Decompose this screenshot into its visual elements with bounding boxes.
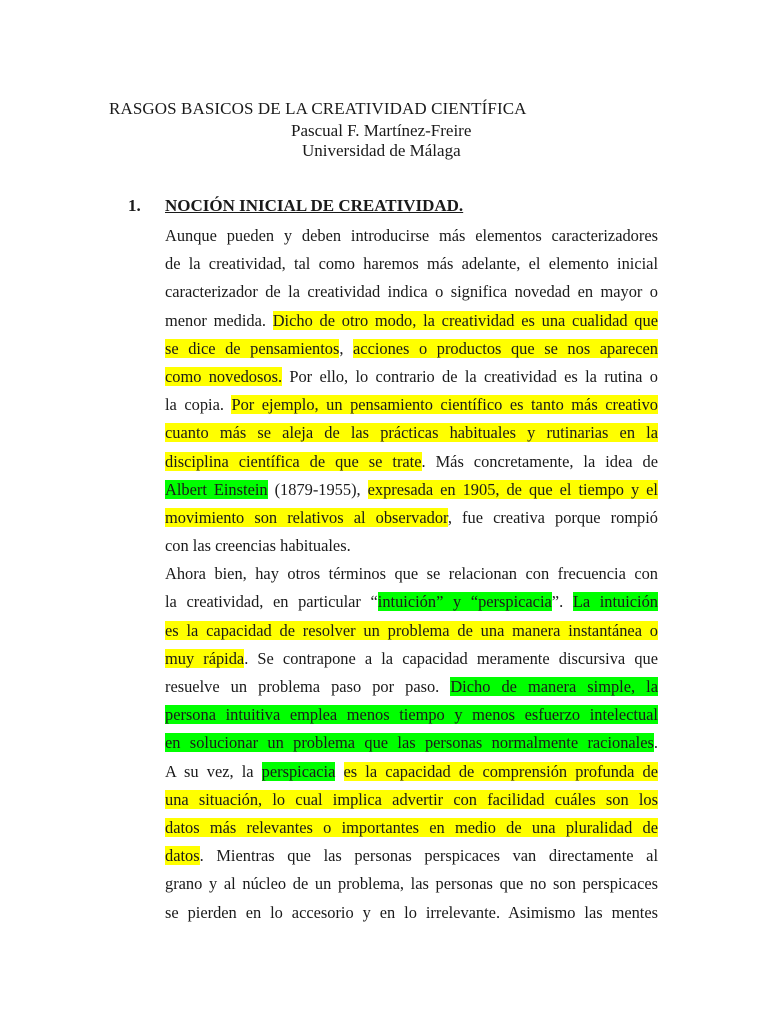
- text-run: caracterizador de la creatividad indica o significa novedad en mayor o: [165, 282, 658, 302]
- highlight-yellow: una situación, lo cual implica advertir con facilidad cuáles son los: [165, 789, 658, 809]
- body-line: [165, 617, 658, 645]
- body-line: [165, 307, 658, 335]
- highlight-yellow: muy rápida: [165, 648, 245, 668]
- highlight-green: en solucionar un problema que las personas normalmente racionales: [165, 733, 654, 753]
- body-line: [165, 448, 658, 476]
- body-line: [165, 504, 658, 532]
- text-run: se pierden en lo accesorio y en lo irrelevante. Asimismo las mentes: [165, 902, 658, 922]
- text-run: (1879-1955),: [267, 479, 368, 499]
- text-run: con las creencias habituales.: [165, 536, 351, 556]
- highlight-yellow: como novedosos.: [165, 366, 283, 386]
- highlight-yellow: movimiento son relativos al observador: [165, 507, 448, 527]
- text-run: ,: [339, 338, 354, 358]
- text-run: Ahora bien, hay otros términos que se relacionan con frecuencia con: [165, 564, 658, 584]
- text-run: de la creatividad, tal como haremos más adelante, el elemento inicial: [165, 254, 658, 274]
- body-line: [165, 814, 658, 842]
- body-line: [165, 419, 658, 447]
- highlight-green: persona intuitiva emplea menos tiempo y menos esfuerzo intelectual: [165, 705, 658, 725]
- text-run: . Más concretamente, la idea de: [421, 451, 658, 471]
- highlight-green: intuición” y “perspicacia: [377, 592, 552, 612]
- body-line: [165, 588, 658, 616]
- body-line: [165, 532, 658, 560]
- text-run: [335, 762, 343, 781]
- text-run: . Mientras que las personas perspicaces van directamente al: [199, 846, 658, 866]
- body-line: [165, 476, 658, 504]
- text-run: la copia.: [165, 395, 232, 415]
- author-affiliation: Universidad de Málaga: [302, 141, 461, 160]
- text-run: resuelve un problema paso por paso.: [165, 677, 451, 696]
- body-line: [165, 758, 658, 786]
- highlight-yellow: es la capacidad de comprensión profunda de: [343, 761, 658, 781]
- body-line: [165, 645, 658, 673]
- highlight-yellow: expresada en 1905, de que el tiempo y el: [367, 479, 658, 499]
- highlight-yellow: se dice de pensamientos: [165, 338, 340, 358]
- highlight-yellow: Dicho de otro modo, la creatividad es una cualidad que: [272, 310, 658, 330]
- body-line: [165, 673, 658, 701]
- highlight-yellow: disciplina científica de que se trate: [165, 451, 422, 471]
- body-line: [165, 870, 658, 898]
- body-line: [165, 786, 658, 814]
- text-run: ”.: [551, 592, 573, 612]
- section-title: NOCIÓN INICIAL DE CREATIVIDAD.: [165, 196, 464, 215]
- highlight-yellow: acciones o productos que se nos aparecen: [353, 338, 658, 358]
- body-line: [165, 560, 658, 588]
- highlight-green: La intuición: [572, 592, 658, 612]
- body-text: [165, 222, 658, 927]
- highlight-green: Dicho de manera simple, la: [450, 677, 658, 696]
- body-line: [165, 250, 658, 278]
- body-line: [165, 391, 658, 419]
- highlight-yellow: cuanto más se aleja de las prácticas habituales y rutinarias en la: [165, 423, 658, 443]
- text-run: A su vez, la: [165, 761, 262, 781]
- section-number: 1.: [128, 196, 141, 215]
- text-run: . Se contrapone a la capacidad meramente discursiva que: [244, 648, 658, 668]
- text-run: , fue creativa porque rompió: [447, 507, 658, 527]
- body-line: [165, 222, 658, 250]
- highlight-yellow: datos más relevantes o importantes en medio de una pluralidad de: [165, 817, 658, 837]
- text-run: grano y al núcleo de un problema, las personas que no son perspicaces: [165, 874, 658, 894]
- body-line: [165, 335, 658, 363]
- body-line: [165, 363, 658, 391]
- highlight-yellow: datos: [165, 846, 200, 866]
- body-line: [165, 842, 658, 870]
- body-line: [165, 729, 658, 757]
- text-run: Aunque pueden y deben introducirse más elementos caracterizadores: [165, 226, 658, 245]
- author-name: Pascual F. Martínez-Freire: [291, 121, 472, 140]
- highlight-green: perspicacia: [261, 761, 336, 781]
- body-line: [165, 701, 658, 729]
- highlight-yellow: es la capacidad de resolver un problema de una manera instantánea o: [165, 620, 658, 640]
- highlight-green: Albert Einstein: [165, 479, 268, 499]
- body-line: [165, 899, 658, 927]
- body-line: [165, 278, 658, 306]
- text-run: la creatividad, en particular “: [165, 592, 378, 612]
- text-run: Por ello, lo contrario de la creatividad es la rutina o: [282, 366, 658, 386]
- highlight-yellow: Por ejemplo, un pensamiento científico es tanto más creativo: [231, 395, 658, 415]
- text-run: .: [653, 733, 658, 753]
- text-run: menor medida.: [165, 310, 273, 330]
- paper-title: RASGOS BASICOS DE LA CREATIVIDAD CIENTÍFICA: [109, 99, 527, 118]
